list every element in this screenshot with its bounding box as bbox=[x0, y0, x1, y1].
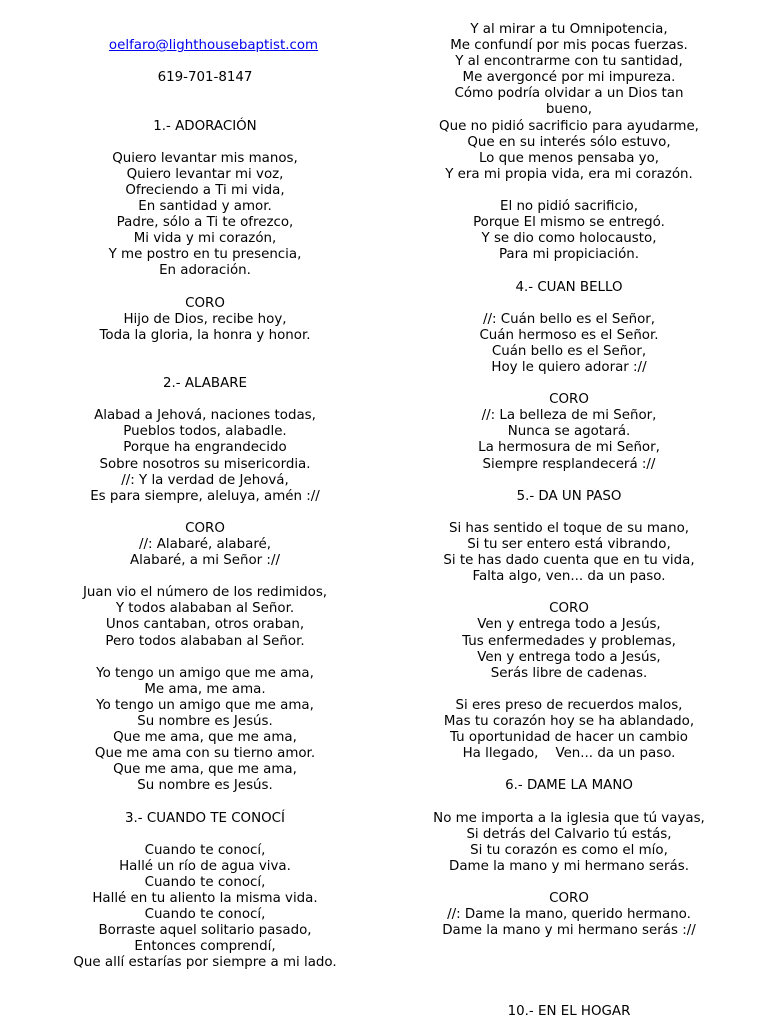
lyric-line: Siempre resplandecerá :// bbox=[482, 456, 656, 472]
lyric-line: //: Dame la mano, querido hermano. bbox=[447, 907, 691, 923]
lyric-line: La hermosura de mi Señor, bbox=[478, 440, 660, 456]
lyric-line: Y al encontrarme con tu santidad, bbox=[455, 54, 683, 70]
spacer bbox=[377, 988, 761, 1004]
lyric-line: CORO bbox=[549, 601, 589, 617]
lyric-line: CORO bbox=[185, 520, 225, 536]
spacer bbox=[377, 795, 761, 811]
lyric-line: No me importa a la iglesia que tú vayas, bbox=[433, 810, 705, 826]
lyric-line: Lo que menos pensaba yo, bbox=[478, 150, 660, 166]
lyric-line: Hijo de Dios, recibe hoy, bbox=[123, 311, 287, 327]
lyric-line: Alabaré, a mi Señor :// bbox=[130, 553, 280, 569]
lyric-line: Pueblos todos, alabadle. bbox=[123, 424, 287, 440]
spacer bbox=[377, 263, 761, 279]
lyric-line: En santidad y amor. bbox=[138, 199, 272, 215]
right-lyrics bbox=[377, 22, 761, 1020]
lyric-line: Nunca se agotará. bbox=[507, 424, 631, 440]
lyric-line: Tus enfermedades y problemas, bbox=[462, 633, 676, 649]
spacer bbox=[13, 344, 397, 376]
lyric-line: Si has sentido el toque de su mano, bbox=[448, 520, 690, 536]
lyric-line: bueno, bbox=[545, 102, 593, 118]
lyric-line: Si tu corazón es como el mío, bbox=[470, 842, 668, 858]
spacer bbox=[377, 972, 761, 988]
lyric-line: Si tu ser entero está vibrando, bbox=[467, 537, 671, 552]
spacer bbox=[377, 183, 761, 199]
lyric-line: Me avergoncé por mi impureza. bbox=[462, 70, 676, 86]
lyric-line: Y todos alababan al Señor. bbox=[115, 601, 295, 617]
spacer bbox=[13, 135, 397, 151]
lyric-line: Porque ha engrandecido bbox=[123, 440, 287, 456]
lyric-line: 4.- CUAN BELLO bbox=[515, 279, 623, 295]
lyric-line: 3.- CUANDO TE CONOCÍ bbox=[125, 810, 285, 826]
lyric-line: Cuán bello es el Señor, bbox=[491, 343, 647, 359]
contact-email-link[interactable]: oelfaro@lighthousebaptist.com bbox=[108, 38, 319, 54]
lyric-line: Para mi propiciación. bbox=[498, 247, 640, 263]
lyric-line: El no pidió sacrificio, bbox=[500, 199, 638, 215]
lyric-line: Yo tengo un amigo que me ama, bbox=[96, 665, 314, 681]
lyric-line: 6.- DAME LA MANO bbox=[505, 778, 633, 794]
lyric-line: //: Cuán bello es el Señor, bbox=[482, 311, 656, 327]
lyric-line: Hallé en tu aliento la misma vida. bbox=[92, 891, 318, 907]
lyric-line: Que allí estarías por siempre a mi lado. bbox=[73, 955, 337, 971]
lyric-line: Quiero levantar mi voz, bbox=[126, 166, 284, 182]
spacer bbox=[377, 505, 761, 521]
lyric-line: Y al mirar a tu Omnipotencia, bbox=[470, 22, 668, 37]
spacer bbox=[377, 682, 761, 698]
lyric-line: Entonces comprendí, bbox=[134, 939, 276, 955]
lyric-line: Ha llegado, Ven... da un paso. bbox=[462, 746, 676, 762]
lyric-line: Mas tu corazón hoy se ha ablandado, bbox=[443, 714, 695, 730]
lyric-line: 5.- DA UN PASO bbox=[516, 488, 622, 504]
spacer bbox=[377, 376, 761, 392]
lyric-line: Su nombre es Jesús. bbox=[137, 714, 273, 730]
spacer bbox=[13, 795, 397, 811]
lyric-line: En adoración. bbox=[159, 263, 251, 279]
lyric-line: Si te has dado cuenta que en tu vida, bbox=[443, 553, 695, 569]
lyric-line: Que me ama con su tierno amor. bbox=[94, 746, 316, 762]
lyric-line: Y me postro en tu presencia, bbox=[108, 247, 302, 263]
lyric-line: 1.- ADORACIÓN bbox=[153, 118, 257, 134]
lyric-line: Serás libre de cadenas. bbox=[490, 665, 648, 681]
spacer bbox=[377, 473, 761, 489]
lyric-line: Cuando te conocí, bbox=[144, 874, 266, 890]
lyric-line: Padre, sólo a Ti te ofrezco, bbox=[116, 215, 294, 231]
lyric-line: Dame la mano y mi hermano serás. bbox=[449, 858, 689, 874]
lyric-line: Borraste aquel solitario pasado, bbox=[98, 923, 312, 939]
lyric-line: Cuán hermoso es el Señor. bbox=[479, 327, 659, 343]
lyric-line: Quiero levantar mis manos, bbox=[112, 150, 298, 166]
spacer bbox=[13, 650, 397, 666]
spacer bbox=[377, 762, 761, 778]
lyric-line: Toda la gloria, la honra y honor. bbox=[99, 327, 311, 343]
spacer bbox=[13, 280, 397, 296]
spacer bbox=[13, 827, 397, 843]
lyric-line: //: La belleza de mi Señor, bbox=[481, 408, 657, 424]
contact-email-line bbox=[13, 22, 397, 70]
lyric-line: Cómo podría olvidar a un Dios tan bbox=[454, 86, 684, 102]
spacer bbox=[377, 939, 761, 971]
lyric-line: Tu oportunidad de hacer un cambio bbox=[450, 730, 688, 746]
lyric-line: Ven y entrega todo a Jesús, bbox=[477, 649, 661, 665]
spacer bbox=[377, 585, 761, 601]
lyric-line: Que me ama, que me ama, bbox=[113, 730, 297, 746]
lyric-line: Cuando te conocí, bbox=[144, 907, 266, 923]
lyric-line: Su nombre es Jesús. bbox=[137, 778, 273, 794]
contact-phone: 619-701-8147 bbox=[157, 70, 253, 86]
lyric-line: Porque El mismo se entregó. bbox=[473, 215, 665, 231]
lyric-line: CORO bbox=[549, 891, 589, 907]
lyric-line: Si detrás del Calvario tú estás, bbox=[466, 826, 672, 842]
lyric-line: 10.- EN EL HOGAR bbox=[507, 1003, 631, 1019]
spacer bbox=[13, 505, 397, 521]
lyric-line: Cuando te conocí, bbox=[144, 842, 266, 858]
spacer bbox=[13, 392, 397, 408]
lyric-line: //: Y la verdad de Jehová, bbox=[121, 472, 289, 488]
lyric-line: 2.- ALABARE bbox=[162, 376, 248, 392]
lyric-line: Que en su interés sólo estuvo, bbox=[467, 134, 671, 150]
spacer bbox=[13, 569, 397, 585]
lyric-line: Hallé un río de agua viva. bbox=[119, 858, 291, 874]
lyric-line: Que no pidió sacrificio para ayudarme, bbox=[439, 118, 699, 134]
lyric-line: Sobre nosotros su misericordia. bbox=[99, 456, 311, 472]
lyric-line: Juan vio el número de los redimidos, bbox=[82, 585, 328, 601]
lyric-line: Y se dio como holocausto, bbox=[481, 231, 657, 247]
lyric-line: Me ama, me ama. bbox=[144, 681, 266, 697]
lyric-line: Mi vida y mi corazón, bbox=[133, 231, 277, 247]
left-lyrics bbox=[13, 86, 397, 971]
lyric-line: Yo tengo un amigo que me ama, bbox=[96, 697, 314, 713]
left-column bbox=[13, 22, 397, 972]
lyric-line: Si eres preso de recuerdos malos, bbox=[455, 697, 683, 713]
lyric-line: Ven y entrega todo a Jesús, bbox=[477, 617, 661, 633]
right-column bbox=[377, 22, 761, 1020]
lyric-line: Me confundí por mis pocas fuerzas. bbox=[450, 38, 688, 54]
spacer bbox=[377, 875, 761, 891]
lyric-line: Y era mi propia vida, era mi corazón. bbox=[445, 166, 693, 182]
spacer bbox=[377, 296, 761, 312]
lyric-line: Dame la mano y mi hermano serás :// bbox=[442, 923, 696, 939]
lyric-line: CORO bbox=[185, 295, 225, 311]
lyric-line: CORO bbox=[549, 392, 589, 408]
lyric-line: Que me ama, que me ama, bbox=[113, 762, 297, 778]
lyric-line: Ofreciendo a Ti mi vida, bbox=[125, 182, 285, 198]
lyric-line: Falta algo, ven... da un paso. bbox=[472, 569, 666, 585]
lyric-line: Unos cantaban, otros oraban, bbox=[105, 617, 305, 633]
lyric-line: //: Alabaré, alabaré, bbox=[138, 537, 272, 552]
lyric-line: Alabad a Jehová, naciones todas, bbox=[94, 408, 316, 424]
lyric-line: Pero todos alababan al Señor. bbox=[105, 633, 305, 649]
lyric-line: Es para siempre, aleluya, amén :// bbox=[90, 488, 320, 504]
lyric-line: Hoy le quiero adorar :// bbox=[491, 359, 647, 375]
spacer bbox=[13, 86, 397, 118]
